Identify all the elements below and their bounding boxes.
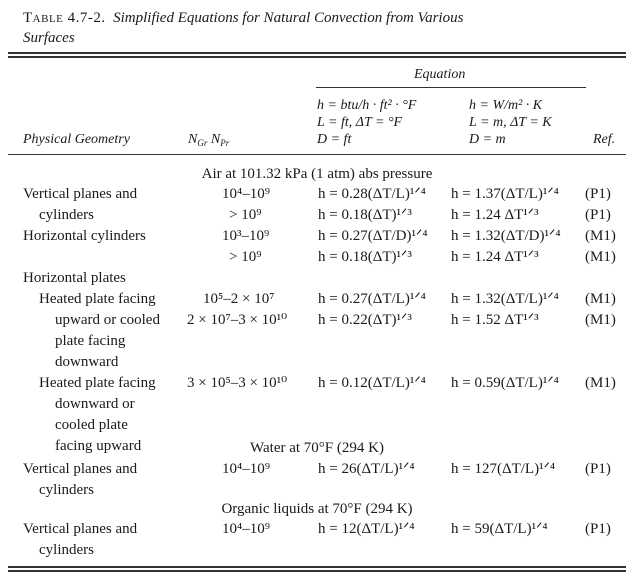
eq-si-cell: h = 1.52 ΔT¹ᐟ³ (451, 312, 539, 328)
eq-english-cell: h = 0.22(ΔT)¹ᐟ³ (318, 312, 412, 328)
equation-underline (316, 87, 586, 88)
range-cell: 3 × 10⁵–3 × 10¹⁰ (187, 375, 288, 391)
eq-si-cell: h = 1.32(ΔT/L)¹ᐟ⁴ (451, 291, 559, 307)
geometry-cell: cylinders (39, 542, 94, 558)
geometry-cell: downward (55, 354, 119, 370)
eq-si-cell: h = 1.24 ΔT¹ᐟ³ (451, 249, 539, 265)
range-cell: 10⁴–10⁹ (222, 521, 270, 537)
table-row (0, 183, 634, 205)
table-row (0, 351, 634, 373)
ref-cell: (P1) (585, 186, 611, 202)
eng-units-2: L = ft, ΔT = °F (317, 115, 403, 130)
table-row (0, 458, 634, 480)
ref-cell: (M1) (585, 249, 616, 265)
geometry-cell: cylinders (39, 207, 94, 223)
eng-units-1: h = btu/h · ft² · °F (317, 98, 417, 113)
table-row (0, 372, 634, 394)
col-ref-header: Ref. (593, 132, 616, 147)
geometry-cell: plate facing (55, 333, 126, 349)
header-rule (8, 154, 626, 155)
equation-header: Equation (414, 67, 466, 82)
table-row (0, 414, 634, 436)
range-cell: 2 × 10⁷–3 × 10¹⁰ (187, 312, 288, 328)
table-row (0, 204, 634, 226)
eq-si-cell: h = 127(ΔT/L)¹ᐟ⁴ (451, 461, 556, 477)
geometry-cell: downward or (55, 396, 135, 412)
table-caption (23, 8, 463, 28)
ref-cell: (M1) (585, 312, 616, 328)
eq-si-cell: h = 1.24 ΔT¹ᐟ³ (451, 207, 539, 223)
table-row (0, 518, 634, 540)
table-title-line2: Surfaces (23, 30, 75, 46)
range-cell: 10³–10⁹ (222, 228, 270, 244)
top-rule-2 (8, 56, 626, 58)
geometry-cell: facing upward (55, 438, 142, 454)
geometry-cell: Vertical planes and (23, 521, 138, 537)
table-row (0, 539, 634, 561)
top-rule (8, 52, 626, 54)
table-row (0, 309, 634, 331)
table-row (0, 288, 634, 310)
eq-si-cell: h = 1.37(ΔT/L)¹ᐟ⁴ (451, 186, 559, 202)
section-title-organic: Organic liquids at 70°F (294 K) (221, 501, 413, 517)
geometry-cell: cooled plate (55, 417, 128, 433)
geometry-cell: Horizontal cylinders (23, 228, 146, 244)
bottom-rule-2 (8, 570, 626, 572)
table-row (0, 330, 634, 352)
geometry-cell: Horizontal plates (23, 270, 126, 286)
eq-english-cell: h = 0.18(ΔT)¹ᐟ³ (318, 249, 412, 265)
table-row (0, 393, 634, 415)
ref-cell: (P1) (585, 207, 611, 223)
eq-english-cell: h = 0.18(ΔT)¹ᐟ³ (318, 207, 412, 223)
table-row (0, 267, 634, 289)
geometry-cell: upward or cooled (55, 312, 160, 328)
table-row (0, 246, 634, 268)
eq-si-cell: h = 59(ΔT/L)¹ᐟ⁴ (451, 521, 548, 537)
table-title-line2-wrap (23, 28, 75, 48)
geometry-cell: Heated plate facing (39, 291, 156, 307)
si-units-2: L = m, ΔT = K (469, 115, 552, 130)
si-units-1: h = W/m² · K (469, 98, 543, 113)
section-title-water (0, 437, 634, 459)
ref-cell: (M1) (585, 228, 616, 244)
range-cell: 10⁵–2 × 10⁷ (203, 291, 275, 307)
eng-units-3: D = ft (317, 132, 352, 147)
eq-si-cell: h = 1.32(ΔT/D)¹ᐟ⁴ (451, 228, 561, 244)
geometry-cell: Heated plate facing (39, 375, 156, 391)
table-title-line1: Simplified Equations for Natural Convection from Various (113, 10, 464, 26)
col-geometry-header: Physical Geometry (23, 132, 130, 147)
range-cell: > 10⁹ (229, 207, 262, 223)
section-title-air: Air at 101.32 kPa (1 atm) abs pressure (201, 166, 433, 182)
range-cell: 10⁴–10⁹ (222, 186, 270, 202)
geometry-cell: Vertical planes and (23, 461, 138, 477)
ref-cell: (M1) (585, 291, 616, 307)
ref-cell: (P1) (585, 461, 611, 477)
eq-english-cell: h = 12(ΔT/L)¹ᐟ⁴ (318, 521, 415, 537)
ref-cell: (P1) (585, 521, 611, 537)
eq-si-cell: h = 0.59(ΔT/L)¹ᐟ⁴ (451, 375, 559, 391)
range-cell: 10⁴–10⁹ (222, 461, 270, 477)
eq-english-cell: h = 26(ΔT/L)¹ᐟ⁴ (318, 461, 415, 477)
table-label: Table 4.7-2. (23, 10, 106, 26)
section-water-text: Water at 70°F (294 K) (250, 440, 384, 456)
col-ngr-npr-header: $N_{Gr}$ $N_{Pr}$ (188, 132, 230, 148)
bottom-rule (8, 566, 626, 568)
geometry-cell: Vertical planes and (23, 186, 138, 202)
eq-english-cell: h = 0.28(ΔT/L)¹ᐟ⁴ (318, 186, 426, 202)
geometry-cell: cylinders (39, 482, 94, 498)
eq-english-cell: h = 0.27(ΔT/D)¹ᐟ⁴ (318, 228, 428, 244)
eq-english-cell: h = 0.27(ΔT/L)¹ᐟ⁴ (318, 291, 426, 307)
si-units-3: D = m (469, 132, 506, 147)
eq-english-cell: h = 0.12(ΔT/L)¹ᐟ⁴ (318, 375, 426, 391)
range-cell: > 10⁹ (229, 249, 262, 265)
ref-cell: (M1) (585, 375, 616, 391)
table-row (0, 225, 634, 247)
